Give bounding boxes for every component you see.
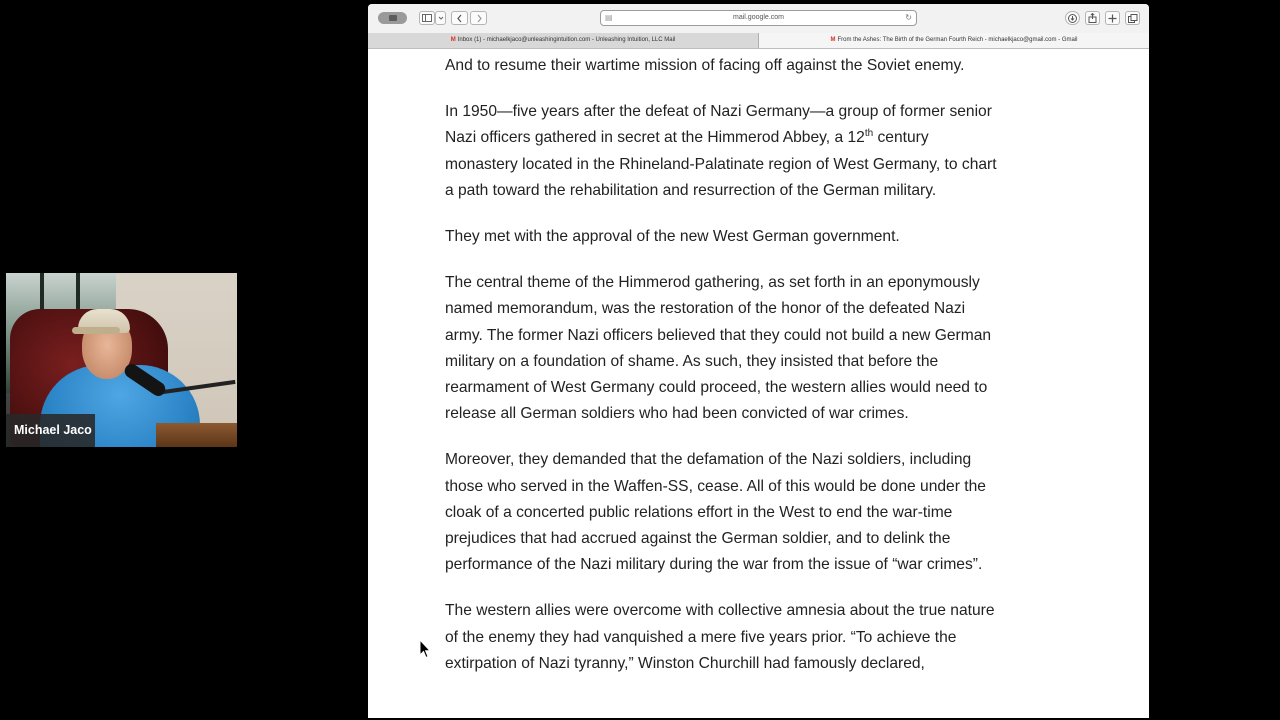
article-body — [445, 49, 1005, 697]
chevron-down-icon — [438, 15, 444, 21]
browser-toolbar — [368, 4, 1149, 33]
mouse-cursor-icon — [419, 639, 431, 659]
webcam-name-label: Michael Jaco — [6, 414, 95, 447]
address-bar[interactable] — [600, 10, 917, 26]
paragraph: The western allies were overcome with collective amnesia about the true nature of the enemy they had vanquished a mere five years prior. “To achieve the extirpation of Nazi tyranny,” Winston Churchill had famously declared, — [445, 602, 995, 672]
tab-inbox[interactable] — [368, 33, 759, 48]
sidebar-toggle-button[interactable] — [419, 11, 435, 25]
paragraph: In 1950—five years after the defeat of Nazi Germany—a group of former senior Nazi officers gathered in secret at the Himmerod Abbey, a 12th century monastery located in the Rhineland-Palatinate region of West Germany, to chart a path toward the rehabilitation and resurrection of the German military. — [445, 103, 997, 199]
gmail-icon: M — [830, 37, 836, 43]
gmail-icon: M — [450, 37, 456, 43]
plus-icon — [1108, 14, 1117, 23]
email-content — [368, 49, 1149, 718]
browser-window — [368, 4, 1149, 718]
address-text: mail.google.com — [733, 14, 784, 21]
tab-overview-button[interactable] — [1125, 11, 1140, 25]
tab-label: From the Ashes: The Birth of the German Fourth Reich - michaelkjaco@gmail.com - Gmail — [837, 37, 1078, 43]
sidebar-icon — [422, 14, 432, 22]
paragraph: The central theme of the Himmerod gathering, as set forth in an eponymously named memorandum, was the restoration of the honor of the defeated Nazi army. The former Nazi officers believed that they could not build a new German military on a foundation of shame. As such, they insisted that before the rearmament of West Germany could proceed, the western allies would need to release all German soldiers who had been convicted of war crimes. — [445, 274, 992, 423]
forward-button[interactable] — [470, 11, 487, 25]
share-button[interactable] — [1085, 11, 1100, 25]
download-icon — [1068, 14, 1077, 23]
downloads-button[interactable] — [1065, 11, 1080, 25]
tabs-icon — [1128, 14, 1138, 23]
lock-icon: ▤ — [605, 13, 613, 22]
paragraph: And to resume their wartime mission of facing off against the Soviet enemy. — [445, 57, 965, 74]
chevron-left-icon — [456, 14, 464, 23]
back-button[interactable] — [451, 11, 468, 25]
tab-label: Inbox (1) - michaelkjaco@unleashingintuition.com - Unleashing Intuition, LLC Mail — [457, 37, 676, 43]
new-tab-button[interactable] — [1105, 11, 1120, 25]
window-controls[interactable] — [378, 12, 407, 24]
sidebar-menu-button[interactable] — [435, 11, 446, 25]
paragraph: Moreover, they demanded that the defamation of the Nazi soldiers, including those who served in the Waffen-SS, cease. All of this would be done under the cloak of a concerted public relations effort in the West to end the war-time prejudices that had accrued against the German soldier, and to delink the performance of the Nazi military during the war from the issue of “war crimes”. — [445, 451, 986, 574]
chevron-right-icon — [475, 14, 483, 23]
paragraph: They met with the approval of the new West German government. — [445, 228, 900, 246]
share-icon — [1088, 13, 1097, 23]
tab-bar — [368, 33, 1149, 49]
reload-icon[interactable]: ↻ — [905, 13, 912, 22]
tab-article-email[interactable] — [759, 33, 1149, 48]
